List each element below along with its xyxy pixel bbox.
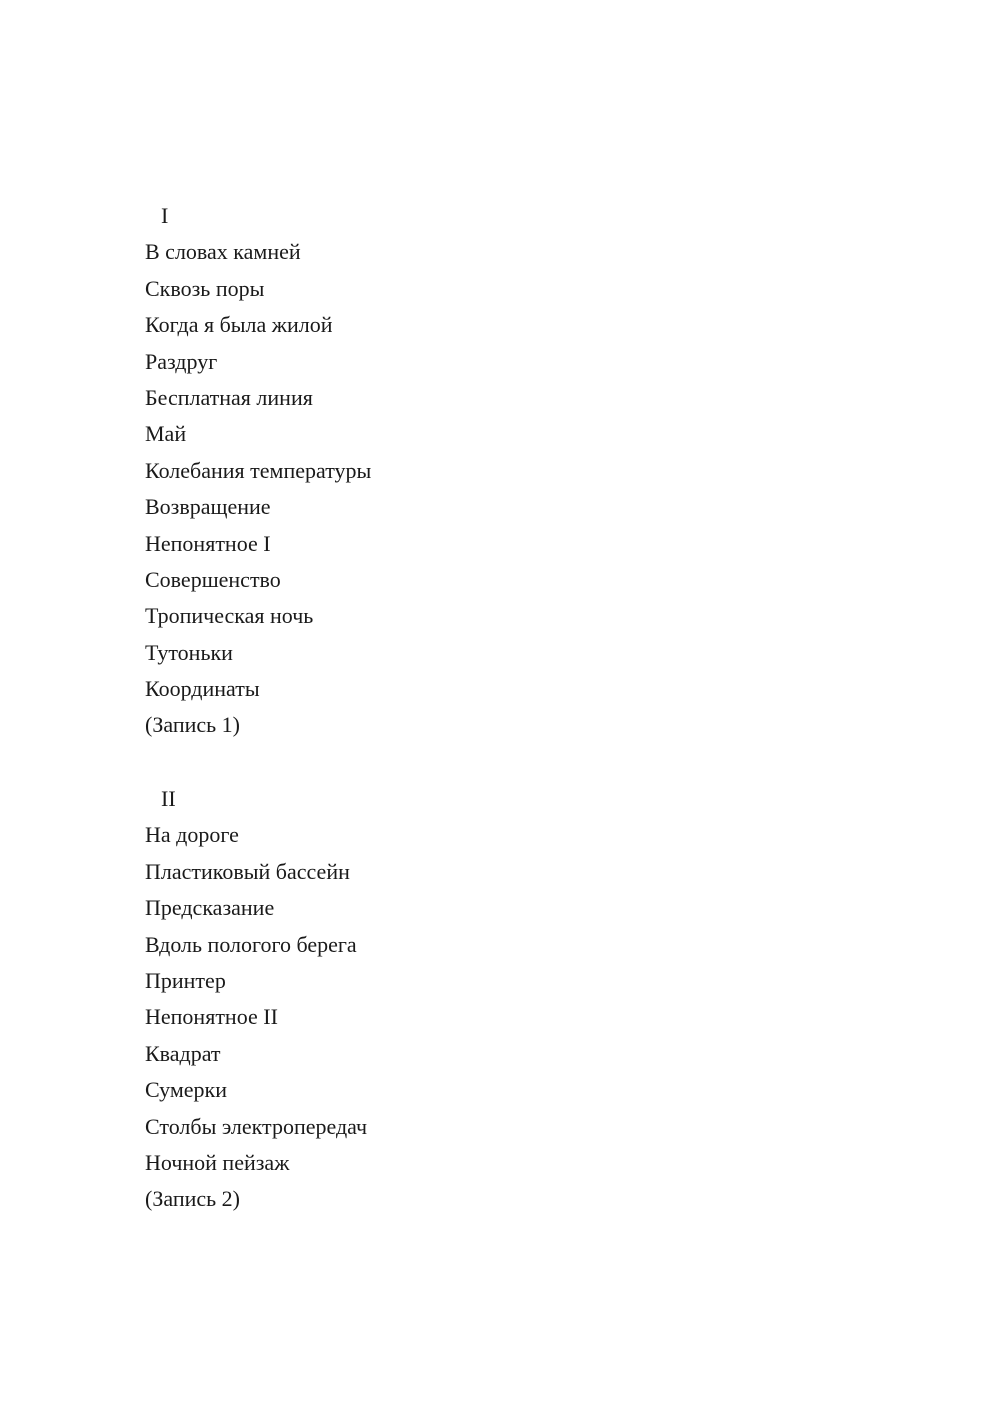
toc-list — [145, 817, 367, 1217]
toc-item: В словах камней — [145, 239, 301, 265]
section-heading: I — [161, 203, 169, 228]
toc-item: (Запись 1) — [145, 712, 240, 738]
toc-item: Возвращение — [145, 494, 271, 520]
toc-item: Непонятное II — [145, 1004, 278, 1030]
toc-item: Предсказание — [145, 895, 275, 921]
toc-item: Пластиковый бассейн — [145, 858, 350, 884]
toc-item: Тропическая ночь — [145, 603, 314, 629]
toc-item: (Запись 2) — [145, 1186, 240, 1212]
toc-item: Сумерки — [145, 1077, 227, 1103]
toc-item: Столбы электропередач — [145, 1113, 368, 1139]
toc-item: Принтер — [145, 967, 226, 993]
toc-item: Квадрат — [145, 1040, 221, 1066]
section-heading: II — [161, 786, 176, 811]
toc-item: Непонятное I — [145, 530, 271, 556]
toc-list — [145, 234, 371, 743]
toc-item: Раздруг — [145, 348, 218, 374]
toc-item: Совершенство — [145, 566, 281, 592]
toc-item: Тутоньки — [145, 639, 233, 665]
toc-item: Колебания температуры — [145, 457, 372, 483]
toc-item: Вдоль пологого берега — [145, 931, 357, 957]
toc-item: Координаты — [145, 676, 260, 702]
toc-item: Май — [145, 421, 187, 447]
toc-item: Сквозь поры — [145, 275, 265, 301]
toc-section-1 — [145, 198, 371, 744]
toc-item: На дороге — [145, 822, 239, 848]
toc-item: Когда я была жилой — [145, 312, 333, 338]
toc-section-2 — [145, 781, 367, 1218]
toc-item: Ночной пейзаж — [145, 1149, 290, 1175]
toc-item: Бесплатная линия — [145, 384, 313, 410]
